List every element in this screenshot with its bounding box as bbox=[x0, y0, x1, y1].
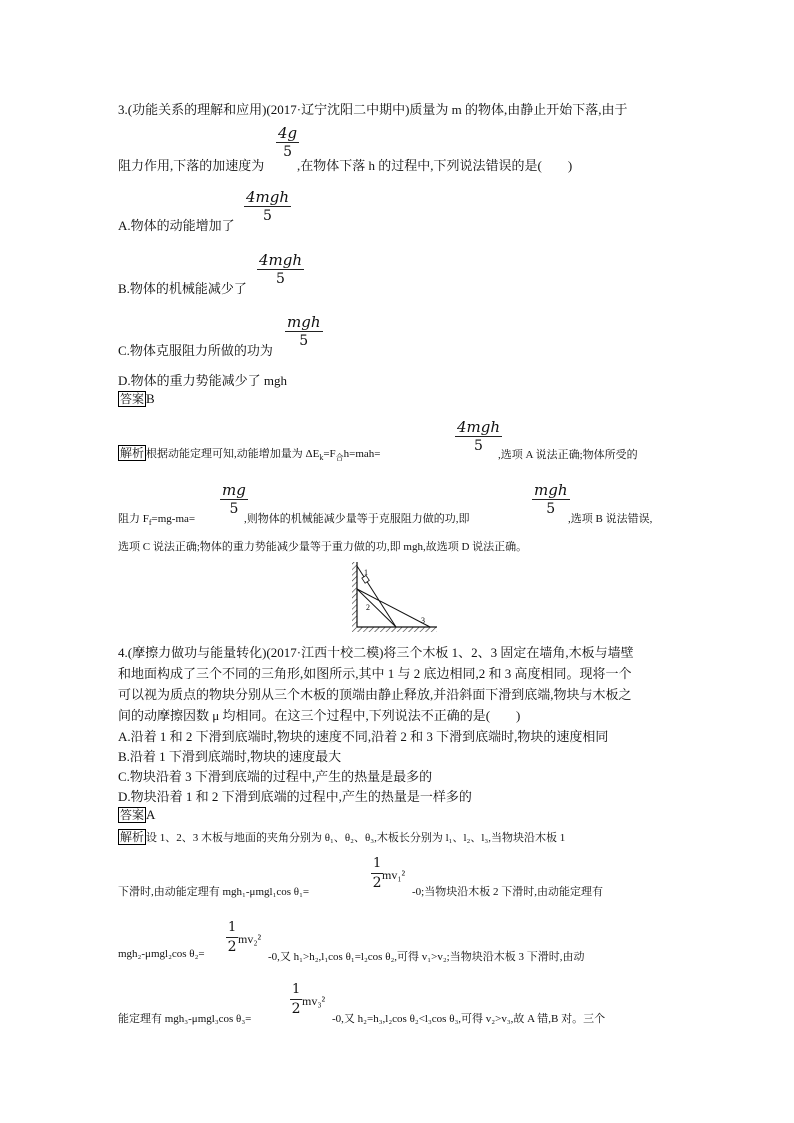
q3-analysis-fraction-1: 4mgh 5 bbox=[457, 418, 501, 454]
q3-stem-line2-a: 阻力作用,下落的加速度为 bbox=[118, 158, 265, 173]
answer-value: A bbox=[146, 807, 156, 822]
q4-answer bbox=[118, 806, 155, 824]
q3-analysis-fraction-3: mgh 5 bbox=[534, 481, 568, 517]
q3-stem-line2-b: ,在物体下落 h 的过程中,下列说法错误的是( ) bbox=[297, 158, 573, 173]
incline-boards-figure bbox=[350, 560, 440, 634]
q4-stem-line2: 和地面构成了三个不同的三角形,如图所示,其中 1 与 2 底边相同,2 和 3 高度相同。现将一个 bbox=[118, 666, 632, 681]
q4-stem-line4: 间的动摩擦因数 μ 均相同。在这三个过程中,下列说法不正确的是( ) bbox=[118, 708, 521, 723]
q3-option-c-fraction: mgh 5 bbox=[287, 313, 321, 349]
q3-answer bbox=[118, 390, 155, 408]
analysis-label: 解析 bbox=[120, 446, 145, 460]
q4-analysis-line4-a: 能定理有 mgh₃-μmgl₃cos θ₃= bbox=[118, 1013, 252, 1025]
q3-analysis-line1-tail: ,选项 A 说法正确;物体所受的 bbox=[498, 449, 638, 461]
q3-analysis-line1: 解析 根据动能定理可知,动能增加量为 $\Delta E_k=F_合h=mah=$ bbox=[120, 446, 381, 463]
q3-option-b-fraction: 4mgh 5 bbox=[259, 251, 303, 287]
q4-analysis-line2-a: 下滑时,由动能定理有 mgh₁-μmgl₁cos θ₁= bbox=[118, 886, 310, 898]
q4-mv2: mv₂² bbox=[238, 932, 262, 946]
q3-option-b: B.物体的机械能减少了 bbox=[118, 281, 247, 296]
q3-analysis-line2-c: ,选项 B 说法错误, bbox=[568, 513, 653, 525]
q4-frac-v3: $\frac{1}{2}$ bbox=[291, 982, 301, 1017]
q3-option-a: A.物体的动能增加了 bbox=[118, 218, 235, 233]
q4-analysis-line3-a: mgh₂-μmgl₂cos θ₂= bbox=[118, 948, 205, 960]
answer-label: 答案 bbox=[120, 808, 145, 822]
q4-option-b: B.沿着 1 下滑到底端时,物块的速度最大 bbox=[118, 749, 342, 764]
q3-accel-fraction: $\frac{4g}{5}$ bbox=[278, 124, 298, 160]
q3-analysis-line2-a: 阻力 $F_f=mg-ma=$ bbox=[118, 513, 196, 528]
q4-analysis-line3-b: -0,又 h₁>h₂,l₁cos θ₁=l₂cos θ₂,可得 v₁>v₂;当物块沿木板 3 下滑时,由动 bbox=[268, 951, 585, 963]
answer-value: B bbox=[146, 391, 155, 406]
q4-analysis-line1: 解析 设 1、2、3 木板与地面的夹角分别为 θ₁、θ₂、θ₃,木板长分别为 l₁、l₂、l₃,当物块沿木板 1 bbox=[120, 830, 566, 844]
q4-mv3: mv₃² bbox=[302, 994, 326, 1008]
q4-frac-v2: $\frac{1}{2}$ bbox=[227, 920, 237, 955]
q3-option-d: D.物体的重力势能减少了 mgh bbox=[118, 373, 288, 388]
analysis-label: 解析 bbox=[120, 830, 145, 844]
q4-stem-line3: 可以视为质点的物块分别从三个木板的顶端由静止释放,并沿斜面下滑到底端,物块与木板之 bbox=[118, 687, 632, 702]
wall-hatching bbox=[352, 562, 357, 632]
q4-analysis-line2-b: -0;当物块沿木板 2 下滑时,由动能定理有 bbox=[412, 886, 603, 898]
board-2 bbox=[357, 589, 396, 627]
q4-frac-v1: $\frac{1}{2}$ bbox=[372, 856, 382, 891]
board-label-3: 3 bbox=[421, 616, 425, 625]
q3-option-a-fraction: 4mgh 5 bbox=[246, 188, 290, 224]
q4-option-c: C.物块沿着 3 下滑到底端的过程中,产生的热量是最多的 bbox=[118, 769, 433, 784]
board-1 bbox=[357, 566, 396, 627]
q4-analysis-line4-b: -0,又 h₂=h₃,l₂cos θ₂<l₃cos θ₃,可得 v₂>v₃,故 A 错,B 对。三个 bbox=[332, 1013, 606, 1025]
board-label-1: 1 bbox=[364, 568, 368, 577]
q3-analysis-line3: 选项 C 说法正确;物体的重力势能减少量等于重力做的功,即 mgh,故选项 D 说法正确。 bbox=[118, 541, 528, 553]
q3-analysis-line2-b: ,则物体的机械能减少量等于克服阻力做的功,即 bbox=[244, 513, 470, 525]
q4-option-d: D.物块沿着 1 和 2 下滑到底端的过程中,产生的热量是一样多的 bbox=[118, 789, 472, 804]
answer-label: 答案 bbox=[120, 392, 145, 406]
q3-stem-line1: 3.(功能关系的理解和应用)(2017·辽宁沈阳二中期中)质量为 m 的物体,由静止开始下落,由于 bbox=[118, 102, 628, 117]
q3-option-c: C.物体克服阻力所做的功为 bbox=[118, 343, 273, 358]
q4-stem-line1: 4.(摩擦力做功与能量转化)(2017·江西十校二模)将三个木板 1、2、3 固定在墙角,木板与墙壁 bbox=[118, 645, 634, 660]
q4-option-a: A.沿着 1 和 2 下滑到底端时,物块的速度不同,沿着 2 和 3 下滑到底端时,物块的速度相同 bbox=[118, 729, 609, 744]
q4-mv1: mv₁² bbox=[382, 868, 406, 882]
board-label-2: 2 bbox=[366, 603, 370, 612]
q3-analysis-fraction-2: $\frac{mg}{5}$ bbox=[222, 481, 246, 517]
ground-hatching bbox=[357, 627, 437, 632]
